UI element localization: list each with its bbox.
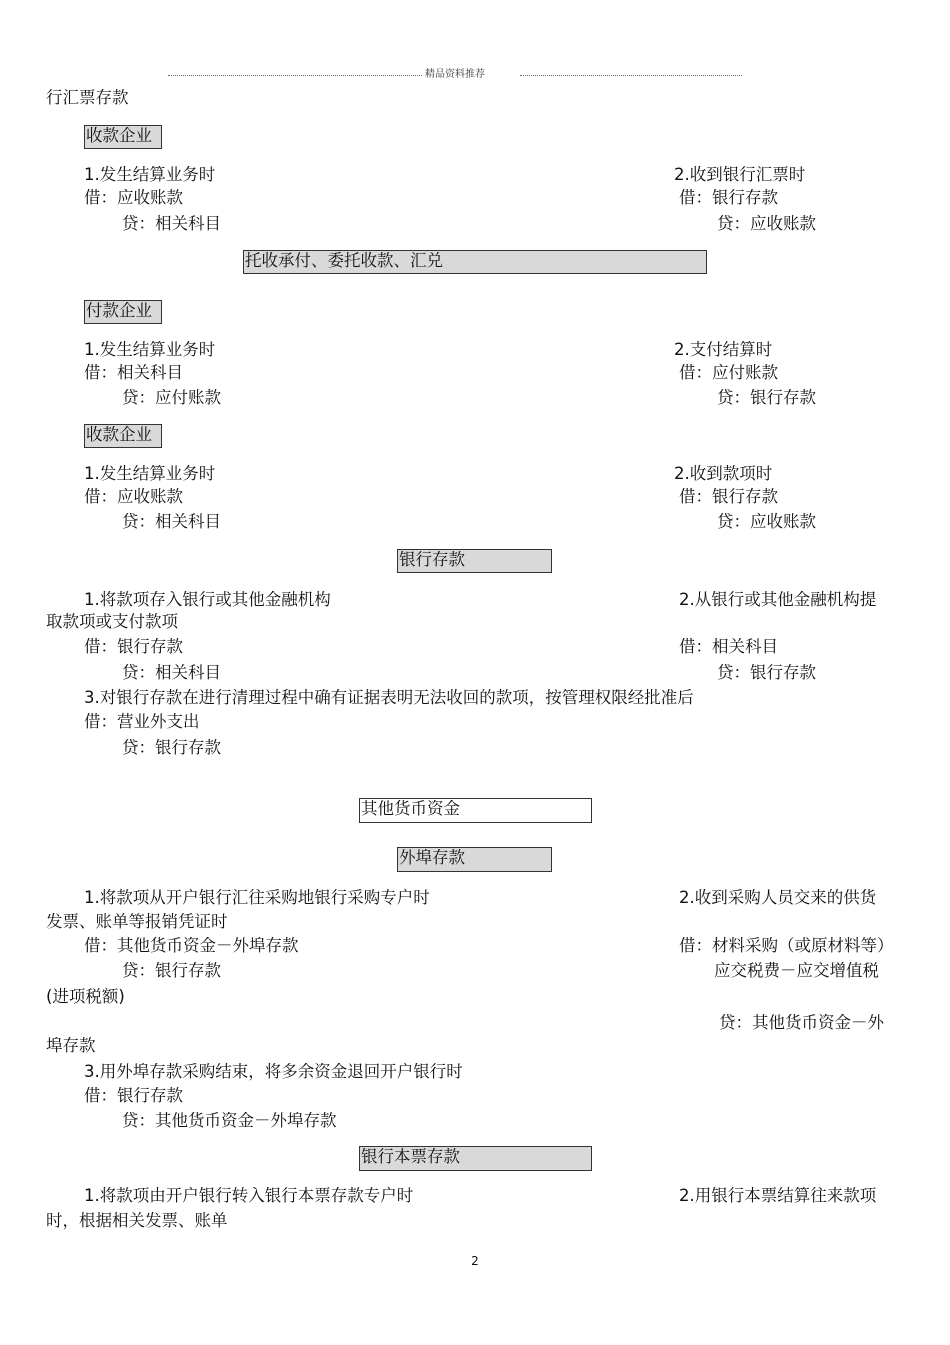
credit-line: 贷：相关科目 (122, 663, 221, 682)
debit-line: 借：相关科目 (84, 363, 183, 382)
debit-line: 借：银行存款 (84, 637, 183, 656)
entry-heading-continued: 时，根据相关发票、账单 (46, 1211, 228, 1230)
debit-line: 借：银行存款 (679, 487, 778, 506)
header-label: 精品资料推荐 (422, 69, 488, 80)
entry-heading: 2.收到款项时 (674, 464, 773, 483)
credit-line: 贷：银行存款 (717, 388, 816, 407)
credit-line: 贷：银行存款 (122, 961, 221, 980)
entry-heading: 2.从银行或其他金融机构提 (679, 590, 877, 609)
entry-heading: 1.发生结算业务时 (84, 464, 216, 483)
debit-line: 借：材料采购（或原材料等） (679, 936, 894, 955)
debit-line: 借：其他货币资金－外埠存款 (84, 936, 299, 955)
section-box-paying-enterprise: 付款企业 (84, 300, 162, 324)
entry-heading: 3.用外埠存款采购结束，将多余资金退回开户银行时 (84, 1062, 463, 1081)
entry-heading: 1.将款项由开户银行转入银行本票存款专户时 (84, 1186, 414, 1205)
entry-heading-continued: 取款项或支付款项 (46, 612, 178, 631)
intro-line: 行汇票存款 (46, 88, 129, 107)
entry-heading: 3.对银行存款在进行清理过程中确有证据表明无法收回的款项，按管理权限经批准后 (84, 688, 694, 707)
credit-line: 贷：相关科目 (122, 512, 221, 531)
credit-line: 贷：应收账款 (717, 214, 816, 233)
credit-line: 贷：应收账款 (717, 512, 816, 531)
debit-line: 借：银行存款 (84, 1086, 183, 1105)
credit-line: 贷：其他货币资金－外 (719, 1013, 884, 1032)
section-box-out-of-town-deposit: 外埠存款 (397, 847, 552, 872)
entry-heading-continued: 发票、账单等报销凭证时 (46, 912, 228, 931)
entry-heading: 1.发生结算业务时 (84, 340, 216, 359)
entry-heading: 2.收到银行汇票时 (674, 165, 806, 184)
page-number: 2 (471, 1254, 479, 1268)
credit-line: 贷：银行存款 (717, 663, 816, 682)
credit-line: 贷：其他货币资金－外埠存款 (122, 1111, 337, 1130)
debit-line: 借：营业外支出 (84, 712, 200, 731)
debit-line: 借：应付账款 (679, 363, 778, 382)
entry-heading: 2.支付结算时 (674, 340, 773, 359)
credit-line: 贷：银行存款 (122, 738, 221, 757)
section-box-collection-remittance: 托收承付、委托收款、汇兑 (243, 250, 707, 274)
credit-line: 贷：应付账款 (122, 388, 221, 407)
debit-line: 借：相关科目 (679, 637, 778, 656)
entry-heading: 1.将款项从开户银行汇往采购地银行采购专户时 (84, 888, 430, 907)
entry-heading: 2.用银行本票结算往来款项 (679, 1186, 877, 1205)
header-dotted-rule-left (168, 75, 438, 76)
credit-line-continued: 埠存款 (46, 1036, 96, 1055)
debit-line: 借：应收账款 (84, 188, 183, 207)
section-box-bank-deposit: 银行存款 (397, 549, 552, 573)
page-header (168, 68, 742, 82)
entry-heading: 1.发生结算业务时 (84, 165, 216, 184)
debit-line-continued: (进项税额) (46, 987, 125, 1006)
entry-heading: 2.收到采购人员交来的供货 (679, 888, 877, 907)
entry-heading: 1.将款项存入银行或其他金融机构 (84, 590, 331, 609)
section-box-receiving-enterprise: 收款企业 (84, 424, 162, 448)
section-box-other-monetary-funds: 其他货币资金 (359, 798, 592, 823)
section-box-receiving-enterprise: 收款企业 (84, 125, 162, 149)
header-dotted-rule-right (520, 75, 742, 76)
debit-line: 借：银行存款 (679, 188, 778, 207)
debit-line: 借：应收账款 (84, 487, 183, 506)
debit-line: 应交税费－应交增值税 (714, 961, 879, 980)
section-box-cashier-cheque-deposit: 银行本票存款 (359, 1146, 592, 1171)
credit-line: 贷：相关科目 (122, 214, 221, 233)
